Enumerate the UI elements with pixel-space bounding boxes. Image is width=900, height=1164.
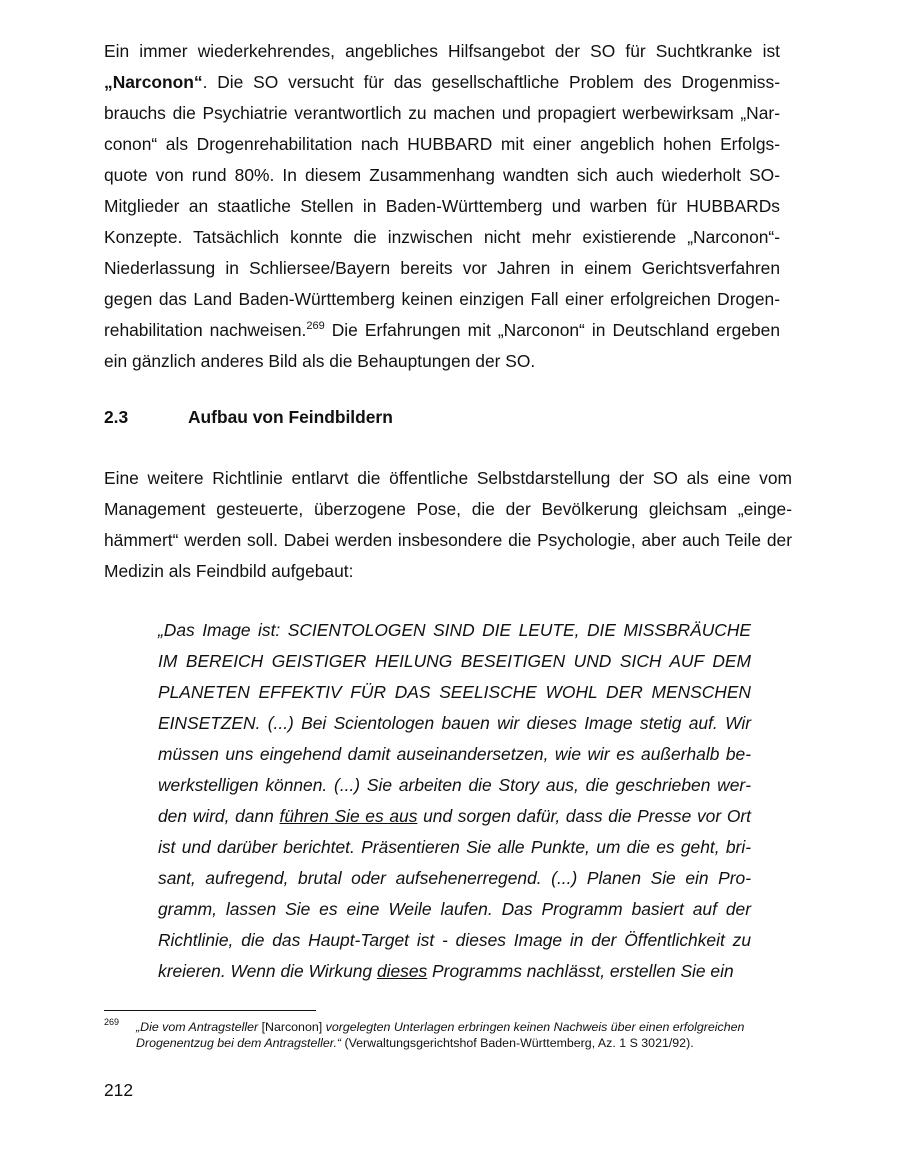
paragraph-narconon: [104, 36, 780, 377]
quote-text: „Das Image ist: SCIENTOLOGEN SIND DIE LEUTE, DIE MISSBRÄUCHE IM BEREICH GEISTIGER HEILUNG BESEITIGEN UND SICH AUF DEM PLANETEN EFFEKTIV FÜR DAS SEELISCHE WOHL DER MENSCHEN EINSETZEN. (...) Bei Scientologen bauen wir dieses Image stetig auf. Wir müssen uns eingehend damit auseinandersetzen, wie wir es außerhalb bewerkstelligen können. (...) Sie arbeiten die Story aus, die geschrieben werden wird, dann: [158, 620, 751, 826]
page-number: 212: [104, 1080, 134, 1100]
quote-underlined-text: führen Sie es aus: [279, 806, 418, 826]
paragraph-text: . Die SO versucht für das gesellschaftliche Problem des Drogenmissbrauchs die Psychiatrie verantwortlich zu machen und propagiert werbewirksam „Narconon“ als Drogenrehabilitation nach HUBBARD mit einer angeblich hohen Erfolgsquote von rund 80%. In diesem Zusammenhang wandten sich auch wiederholt SO-Mitglieder an staatliche Stellen in Baden-Württemberg und warben für HUBBARDs Konzepte. Tatsächlich konnte die inzwischen nicht mehr existierende „Narconon“-Niederlassung in Schliersee/Bayern bereits vor Jahren in einem Gerichtsverfahren gegen das Land Baden-Württemberg keinen einzigen Fall einer erfolgreichen Drogenrehabilitation nachweisen.: [104, 72, 780, 340]
footnote-italic: „Die vom Antragsteller: [136, 1020, 262, 1034]
paragraph-feindbilder: Eine weitere Richtlinie entlarvt die öffentliche Selbstdarstellung der SO als eine vom Management gesteuerte, überzogene Pose, die der Bevölkerung gleichsam „eingehämmert“ werden soll. Dabei werden insbesondere die Psychologie, aber auch Teile der Medizin als Feindbild aufgebaut:: [104, 468, 792, 581]
footnote-separator: [104, 1010, 316, 1011]
section-heading: [104, 402, 780, 433]
bold-term-narconon: „Narconon“: [104, 72, 203, 92]
footnote-reference[interactable]: 269: [306, 320, 325, 332]
section-title: Aufbau von Feindbildern: [188, 407, 393, 427]
quote-text: und sorgen dafür, dass die Presse vor Ort ist und darüber berichtet. Präsentieren Sie alle Punkte, um die es geht, brisant, aufregend, brutal oder aufsehenerregend. (...) Planen Sie ein Programm, lassen Sie es eine Weile laufen. Das Programm basiert auf der Richtlinie, die das Haupt-Target ist - dieses Image in der Öffentlichkeit zu kreieren. Wenn die Wirkung: [158, 806, 751, 981]
footnote-italic: vorgelegten Unterlagen erbringen keinen Nachweis über einen erfolgreichen Drogenentzug bei dem Antragsteller.“: [136, 1020, 745, 1050]
section-number: 2.3: [104, 407, 129, 427]
paragraph-text: Ein immer wiederkehrendes, angebliches Hilfsangebot der SO für Suchtkranke ist: [104, 41, 780, 61]
quote-text: Programms nachlässt, erstellen Sie ein: [427, 961, 734, 981]
footnote-text: [136, 1019, 796, 1051]
quote-underlined-text: dieses: [376, 961, 428, 981]
footnote-plain: [Narconon]: [261, 1020, 323, 1034]
footnote-number: 269: [104, 1017, 120, 1027]
block-quote: [158, 615, 751, 987]
paragraph-text: Die Erfahrungen mit „Narconon“ in Deutschland ergeben ein gänzlich anderes Bild als die Behauptungen der SO.: [104, 320, 781, 371]
footnote-plain: (Verwaltungsgerichtshof Baden-Württemberg, Az. 1 S 3021/92).: [341, 1036, 694, 1050]
